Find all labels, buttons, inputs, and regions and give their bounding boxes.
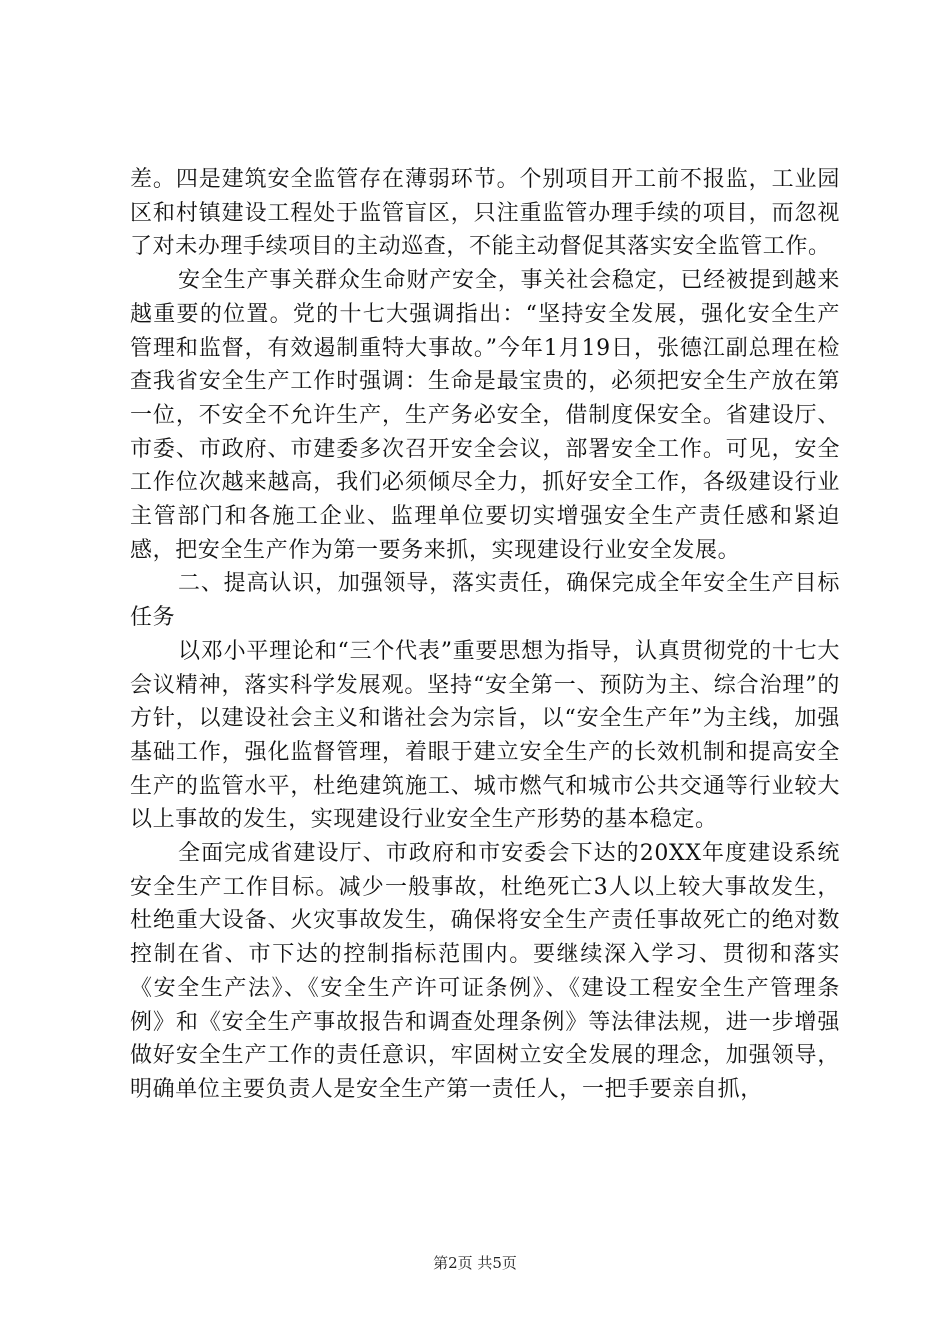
paragraph-annual-targets: 全面完成省建设厅、市政府和市安委会下达的20XX年度建设系统安全生产工作目标。减少一般事故，杜绝死亡3人以上较大事故发生，杜绝重大设备、火灾事故发生，确保将安全生产责任事故死亡的绝对数控制在省、市下达的控制指标范围内。要继续深入学习、贯彻和落实《安全生产法》、《安全生产许可证条例》、《建设工程安全生产管理条例》和《安全生产事故报告和调查处理条例》等法律法规，进一步增强做好安全生产工作的责任意识，牢固树立安全发展的理念，加强领导，明确单位主要负责人是安全生产第一责任人，一把手要亲自抓， (130, 841, 840, 1102)
page-footer: 第2页 共5页 (433, 1254, 517, 1272)
section-heading: 二、提高认识，加强领导，落实责任，确保完成全年安全生产目标任务 (130, 571, 840, 631)
paragraph-guiding-principles: 以邓小平理论和“三个代表”重要思想为指导，认真贯彻党的十七大会议精神，落实科学发展观。坚持“安全第一、预防为主、综合治理”的方针，以建设社会主义和谐社会为宗旨，以“安全生产年”为主线，加强基础工作，强化监督管理，着眼于建立安全生产的长效机制和提高安全生产的监管水平，杜绝建筑施工、城市燃气和城市公共交通等行业较大以上事故的发生，实现建设行业安全生产形势的基本稳定。 (130, 638, 840, 833)
paragraph-continuation: 差。四是建筑安全监管存在薄弱环节。个别项目开工前不报监，工业园区和村镇建设工程处于监管盲区，只注重监管办理手续的项目，而忽视了对未办理手续项目的主动巡查，不能主动督促其落实安全监管工作。 (130, 167, 840, 260)
document-body (130, 163, 840, 1107)
paragraph-safety-importance: 安全生产事关群众生命财产安全，事关社会稳定，已经被提到越来越重要的位置。党的十七大强调指出：“坚持安全发展，强化安全生产管理和监督，有效遏制重特大事故。”今年1月19日，张德江副总理在检查我省安全生产工作时强调：生命是最宝贵的，必须把安全生产放在第一位，不安全不允许生产，生产务必安全，借制度保安全。省建设厅、市委、市政府、市建委多次召开安全会议，部署安全工作。可见，安全工作位次越来越高，我们必须倾尽全力，抓好安全工作，各级建设行业主管部门和各施工企业、监理单位要切实增强安全生产责任感和紧迫感，把安全生产作为第一要务来抓，实现建设行业安全发展。 (130, 268, 840, 563)
